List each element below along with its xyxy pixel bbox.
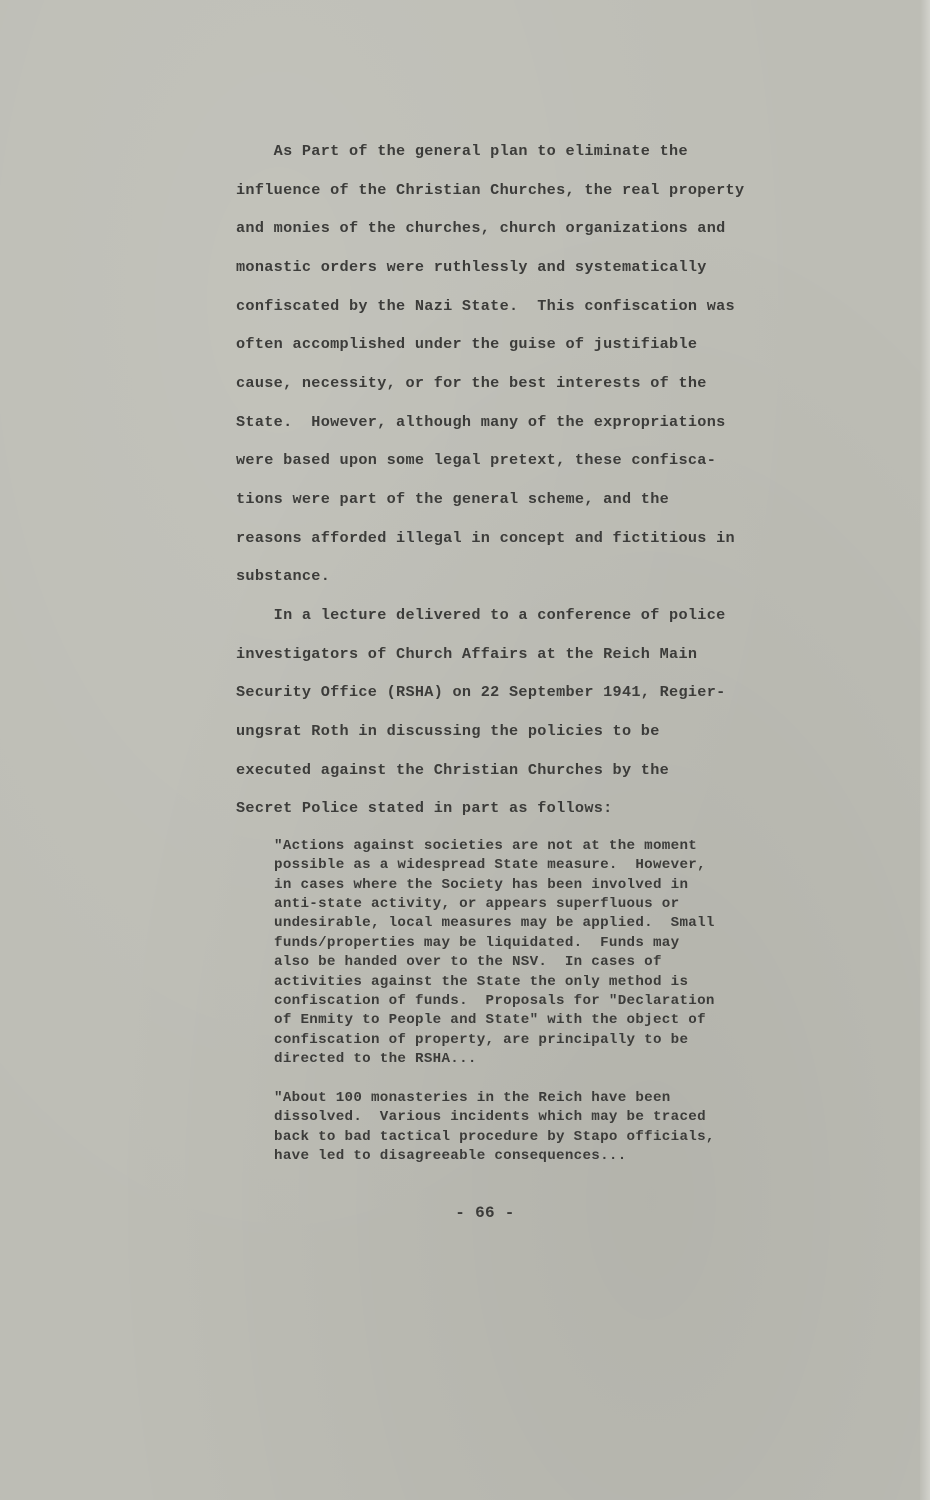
paragraph-line: executed against the Christian Churches by the [236, 761, 670, 779]
quote-line: undesirable, local measures may be applied. Small [274, 915, 715, 931]
paragraph-line: were based upon some legal pretext, these confisca- [236, 451, 717, 469]
paragraph-line: tions were part of the general scheme, and the [236, 490, 670, 508]
quote-line: also be handed over to the NSV. In cases of [274, 954, 662, 970]
paragraph-line: ungsrat Roth in discussing the policies to be [236, 722, 660, 740]
quote-line: of Enmity to People and State" with the object of [274, 1012, 706, 1028]
quote-line: back to bad tactical procedure by Stapo officials, [274, 1129, 715, 1145]
quote-line: "About 100 monasteries in the Reich have been [274, 1090, 671, 1106]
paragraph-line: In a lecture delivered to a conference of police [236, 606, 726, 624]
page-number: - 66 - [455, 1204, 515, 1222]
quote-line: directed to the RSHA... [274, 1051, 477, 1067]
quote-line: have led to disagreeable consequences... [274, 1148, 627, 1164]
quote-line: "Actions against societies are not at the moment [274, 838, 698, 854]
quote-line: funds/properties may be liquidated. Funds may [274, 935, 680, 951]
page-edge [920, 0, 930, 1500]
quote-line: confiscation of property, are principally to be [274, 1032, 689, 1048]
quote-line: anti-state activity, or appears superfluous or [274, 896, 680, 912]
paragraph-line: confiscated by the Nazi State. This confiscation was [236, 297, 735, 315]
quote-line: in cases where the Society has been involved in [274, 877, 689, 893]
paragraph-line: reasons afforded illegal in concept and fictitious in [236, 529, 735, 547]
paragraph-line: substance. [236, 567, 331, 585]
paragraph-line: monastic orders were ruthlessly and systematically [236, 258, 707, 276]
paragraph-line: and monies of the churches, church organizations and [236, 219, 726, 237]
quote-line: activities against the State the only method is [274, 974, 689, 990]
paragraph-line: cause, necessity, or for the best interests of the [236, 374, 707, 392]
quote-line: dissolved. Various incidents which may be traced [274, 1109, 706, 1125]
paragraph-line: influence of the Christian Churches, the real property [236, 181, 745, 199]
paragraph-line: State. However, although many of the expropriations [236, 413, 726, 431]
paragraph-line: Security Office (RSHA) on 22 September 1941, Regier- [236, 683, 726, 701]
paragraph-line: often accomplished under the guise of justifiable [236, 335, 698, 353]
paragraph-line: As Part of the general plan to eliminate the [236, 142, 688, 160]
paragraph-line: investigators of Church Affairs at the Reich Main [236, 645, 698, 663]
paragraph-line: Secret Police stated in part as follows: [236, 799, 613, 817]
quote-line: possible as a widespread State measure. However, [274, 857, 706, 873]
quote-line: confiscation of funds. Proposals for "Declaration [274, 993, 715, 1009]
